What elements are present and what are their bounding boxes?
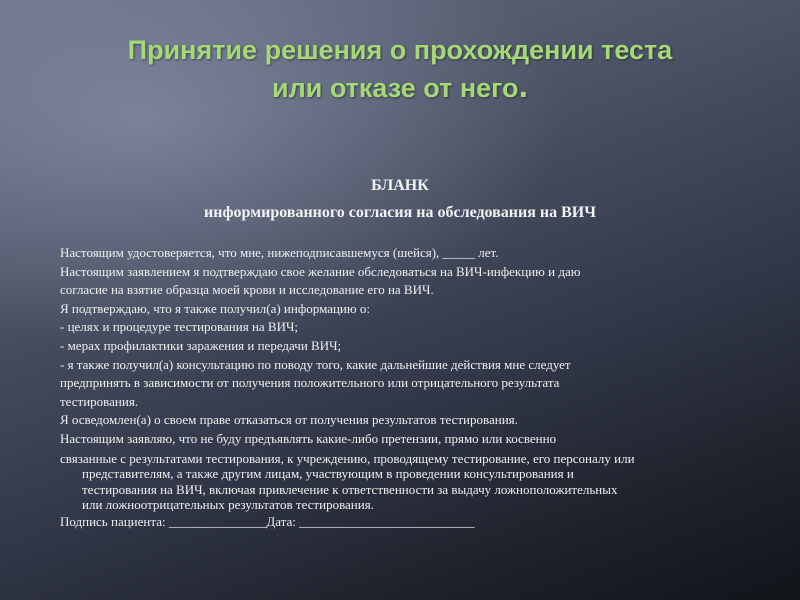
- form-body: [60, 244, 760, 449]
- slide-title-line2: или отказе от него: [271, 73, 519, 103]
- form-line: - я также получил(а) консультацию по поводу того, какие дальнейшие действия мне следует: [60, 356, 571, 372]
- form-final-paragraph: [60, 451, 760, 512]
- date-label: Дата: ___________________________: [266, 514, 475, 529]
- final-paragraph-line: или ложноотрицательных результатов тестирования.: [82, 496, 374, 512]
- form-heading-blank: БЛАНК: [371, 177, 429, 194]
- slide-title-end: .: [518, 67, 529, 105]
- form-line: согласие на взятие образца моей крови и исследование его на ВИЧ.: [60, 282, 434, 298]
- form-line: Я осведомлен(а) о своем праве отказаться от получения результатов тестирования.: [60, 412, 518, 428]
- form-line: Настоящим заявляю, что не буду предъявлять какие-либо претензии, прямо или косвенно: [60, 430, 557, 446]
- form-line: Я подтверждаю, что я также получил(а) информацию о:: [60, 300, 370, 316]
- form-line: Настоящим удостоверяется, что мне, нижеподписавшемуся (шейся), _____ лет.: [60, 245, 499, 260]
- form-line: - мерах профилактики заражения и передачи ВИЧ;: [60, 337, 342, 353]
- slide-title-line1: Принятие решения о прохождении теста: [127, 35, 673, 65]
- slide-title: [40, 32, 760, 106]
- form-line: тестирования.: [60, 393, 139, 409]
- form-heading-subtitle: информированного согласия на обследования на ВИЧ: [204, 204, 596, 221]
- form-line: - целях и процедуре тестирования на ВИЧ;: [60, 319, 299, 335]
- final-paragraph-line: представителям, а также другим лицам, участвующим в проведении консультирования и: [82, 466, 574, 482]
- final-paragraph-line: тестирования на ВИЧ, включая привлечение к ответственности за выдачу ложноположительных: [82, 481, 618, 497]
- signature-line: [60, 513, 475, 531]
- form-line: предпринять в зависимости от получения положительного или отрицательного результата: [60, 375, 560, 391]
- final-paragraph-line: связанные с результатами тестирования, к учреждению, проводящему тестирование, его персоналу или: [60, 451, 635, 466]
- signature-label: Подпись пациента: _______________: [60, 514, 267, 529]
- form-line: Настоящим заявлением я подтверждаю свое желание обследоваться на ВИЧ-инфекцию и даю: [60, 263, 581, 279]
